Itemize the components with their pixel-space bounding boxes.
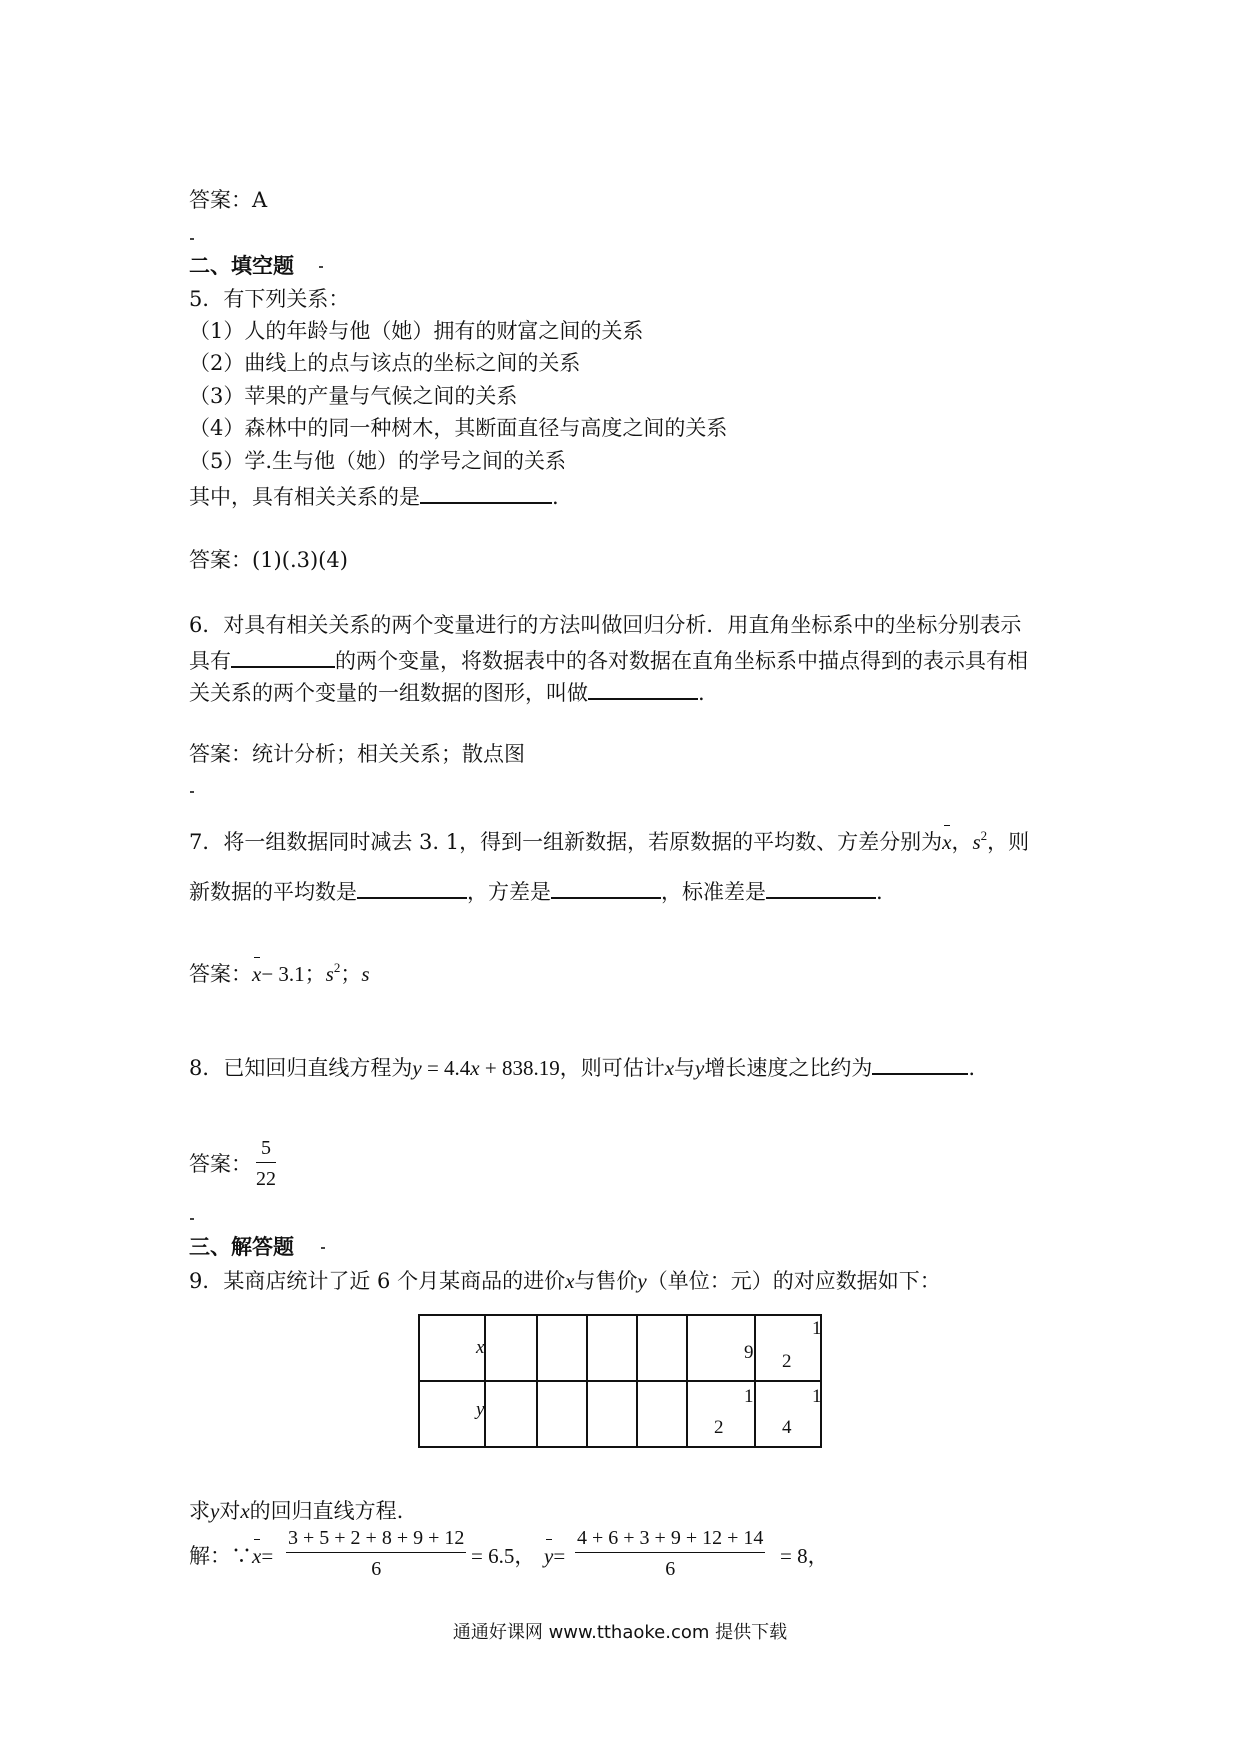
table-cell — [485, 1315, 537, 1381]
q9-xbar-numerator: 3 + 5 + 2 + 8 + 9 + 12 — [288, 1527, 465, 1549]
scan-speck — [321, 1247, 325, 1249]
q9-sol-ybar: y — [544, 1544, 554, 1568]
q9-xbar-fraction — [286, 1528, 466, 1579]
q9-stem-c: （单位：元）的对应数据如下： — [646, 1269, 941, 1293]
q7-line1-text: 7．将一组数据同时减去 3. 1，得到一组新数据，若原数据的平均数、方差分别为 — [189, 830, 943, 854]
table-x-c6: 9 — [744, 1342, 754, 1363]
q5-prompt: 其中，具有相关关系的是 — [189, 485, 420, 509]
q8-text-a: 8．已知回归直线方程为 — [189, 1056, 413, 1080]
table-cell — [687, 1381, 755, 1447]
q8-eq-mid: = 4.4 — [421, 1056, 471, 1080]
q6-line3-a: 关关系的两个变量的一组数据的图形，叫做 — [189, 681, 588, 705]
q7-line2-b: ，方差是 — [467, 880, 551, 904]
answer-q6: 答案：统计分析；相关关系；散点图 — [189, 742, 525, 766]
q7-answer-s: s — [361, 962, 370, 986]
q9-ybar — [544, 1546, 565, 1567]
q7-line2-a: 新数据的平均数是 — [189, 880, 357, 904]
q9-ybar-numerator: 4 + 6 + 3 + 9 + 12 + 14 — [577, 1527, 764, 1549]
q6-line-3 — [189, 680, 705, 704]
answer-q4: 答案：A — [189, 188, 268, 212]
table-cell — [587, 1315, 637, 1381]
q9-task-x: x — [240, 1499, 250, 1523]
q7-line-2 — [189, 879, 883, 903]
q9-var-x: x — [565, 1269, 575, 1293]
q8-eq-y: y — [412, 1056, 422, 1080]
q6-line2-a: 具有 — [189, 649, 231, 673]
answer-q8-numerator: 5 — [261, 1137, 271, 1159]
table-cell — [637, 1381, 687, 1447]
q7-answer-sep2: ； — [340, 962, 362, 986]
table-row-y — [419, 1381, 821, 1447]
q9-task — [189, 1501, 403, 1522]
table-cell — [485, 1381, 537, 1447]
table-cell — [537, 1381, 587, 1447]
q8-end: . — [968, 1056, 976, 1080]
table-y-c7-top: 1 — [812, 1386, 822, 1407]
q7-line2-c: ，标准差是 — [661, 880, 766, 904]
q8-blank — [872, 1055, 968, 1075]
q8-eq-end: + 838.19 — [479, 1056, 560, 1080]
q6-line-1: 6．对具有相关关系的两个变量进行的方法叫做回归分析．用直角坐标系中的坐标分别表示 — [189, 613, 1022, 637]
table-cell — [537, 1315, 587, 1381]
q9-sol-eq-2: = — [553, 1544, 566, 1568]
q9-sol-eq: = — [261, 1544, 274, 1568]
table-y-label: y — [476, 1399, 485, 1420]
q7-answer-sep1: ； — [304, 962, 326, 986]
section-2-title: 二、填空题 — [189, 254, 294, 278]
q9-task-c: 的回归直线方程. — [249, 1499, 404, 1523]
q5-stem: 5．有下列关系： — [189, 287, 350, 311]
q6-line-2 — [189, 648, 1028, 672]
q8-text-d: 增长速度之比约为 — [704, 1056, 873, 1080]
q5-end: . — [552, 485, 559, 509]
q9-sol-xbar: x — [252, 1544, 262, 1568]
q8-var-x: x — [664, 1056, 675, 1080]
q7-line1-end: ，则 — [987, 830, 1030, 854]
q9-task-b: 对 — [219, 1499, 241, 1523]
q6-line3-b: . — [698, 681, 705, 705]
scan-speck — [190, 1218, 194, 1220]
q8-var-y: y — [695, 1056, 705, 1080]
q7-answer-minus: − 3.1 — [261, 962, 305, 986]
q5-item-1: （1）人的年龄与他（她）拥有的财富之间的关系 — [189, 319, 644, 343]
q9-solution-label — [189, 1546, 273, 1567]
table-cell-x-label — [419, 1315, 485, 1381]
q7-answer-s2-sup: 2 — [333, 960, 341, 975]
q9-xbar-denominator: 6 — [371, 1558, 382, 1580]
q9-task-y: y — [210, 1499, 220, 1523]
q5-item-2: （2）曲线上的点与该点的坐标之间的关系 — [189, 351, 581, 375]
q7-line2-d: . — [876, 880, 883, 904]
table-cell — [755, 1381, 821, 1447]
scan-speck — [190, 791, 194, 793]
q9-stem-b: 与售价 — [574, 1269, 638, 1293]
table-row-x — [419, 1315, 821, 1381]
table-y-c6-bottom: 2 — [714, 1417, 724, 1438]
table-cell — [687, 1315, 755, 1381]
q7-blank-2 — [551, 879, 661, 899]
answer-q8-denominator: 22 — [256, 1168, 276, 1190]
q8-text-b: ，则可估计 — [559, 1056, 665, 1080]
table-x-label: x — [476, 1337, 485, 1358]
q7-line-1 — [189, 829, 1029, 853]
table-cell-y-label — [419, 1381, 485, 1447]
q9-ybar-denominator: 6 — [665, 1558, 676, 1580]
q7-blank-1 — [357, 879, 467, 899]
q9-sol-label: 解：∵ — [189, 1544, 252, 1568]
table-y-c6-top: 1 — [744, 1386, 754, 1407]
q9-stem — [189, 1271, 941, 1292]
q7-answer-s2: s — [325, 962, 334, 986]
q9-xbar-value: = 6.5， — [471, 1544, 536, 1568]
q9-stem-a: 9．某商店统计了近 6 个月某商品的进价 — [189, 1269, 566, 1293]
table-cell — [637, 1315, 687, 1381]
table-x-c7-bottom: 2 — [782, 1351, 792, 1372]
q9-ybar-value: = 8， — [780, 1544, 829, 1568]
q7-blank-3 — [766, 879, 876, 899]
q5-blank — [420, 484, 552, 504]
q9-var-y: y — [637, 1269, 647, 1293]
q7-s-sup: 2 — [980, 828, 988, 843]
q9-data-table — [418, 1314, 822, 1448]
q9-task-a: 求 — [189, 1499, 210, 1523]
q5-item-5: （5）学.生与他（她）的学号之间的关系 — [189, 449, 567, 473]
q8-line — [189, 1055, 975, 1079]
q7-answer-xbar: x — [252, 962, 262, 986]
table-cell — [755, 1315, 821, 1381]
q6-line2-b: 的两个变量，将数据表中的各对数据在直角坐标系中描点得到的表示具有相 — [335, 649, 1028, 673]
q7-sep: ， — [951, 830, 973, 854]
answer-q8-label: 答案： — [189, 1152, 252, 1176]
q6-blank-1 — [231, 648, 335, 668]
q7-answer-label: 答案： — [189, 962, 252, 986]
answer-q7 — [189, 961, 370, 985]
q9-ybar-fraction — [575, 1528, 765, 1579]
q8-eq-x: x — [470, 1056, 480, 1080]
scan-speck — [319, 266, 323, 268]
answer-q5: 答案：(1)(.3)(4) — [189, 548, 348, 572]
q5-item-4: （4）森林中的同一种树木，其断面直径与高度之间的关系 — [189, 416, 728, 440]
section-3-title: 三、解答题 — [189, 1235, 294, 1259]
answer-q8-fraction — [256, 1138, 276, 1189]
q5-prompt-line — [189, 484, 559, 508]
scan-speck — [190, 238, 194, 240]
q7-s: s — [972, 830, 981, 854]
q5-item-3: （3）苹果的产量与气候之间的关系 — [189, 384, 518, 408]
table-y-c7-bottom: 4 — [782, 1417, 792, 1438]
q7-xbar: x — [942, 830, 952, 854]
q6-blank-2 — [588, 680, 698, 700]
page-footer: 通通好课网 www.tthaoke.com 提供下载 — [452, 1622, 788, 1643]
table-cell — [587, 1381, 637, 1447]
q8-text-c: 与 — [674, 1056, 696, 1080]
table-x-c7-top: 1 — [812, 1318, 822, 1339]
